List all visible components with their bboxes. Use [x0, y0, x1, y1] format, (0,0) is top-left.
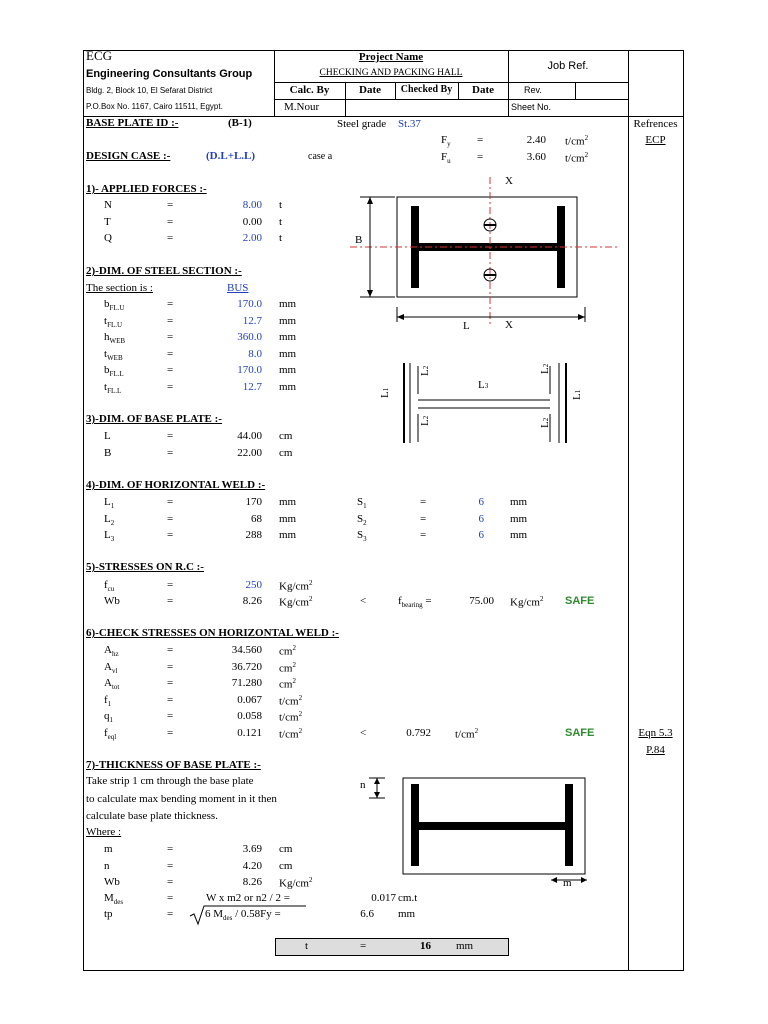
row-symbol: $L_3$ [104, 529, 115, 544]
row-unit: mm [279, 331, 297, 343]
row-symbol: $t_{WEB}$ [104, 347, 123, 362]
row-unit: mm [279, 298, 297, 310]
row-value: 34.560 [231, 644, 262, 656]
row-unit: $cm^2$ [279, 644, 296, 658]
row-symbol: L [104, 430, 111, 442]
weld-size-value: 6 [478, 529, 484, 541]
section-is-label: The section is : [86, 282, 153, 294]
weld-size-unit: mm [510, 529, 528, 541]
eq-sign: = [167, 876, 174, 888]
row-value: 288 [245, 529, 262, 541]
fu-unit: $t/cm^2$ [565, 151, 589, 165]
row-symbol: $A_{tot}$ [104, 677, 120, 692]
row-value: 22.00 [237, 446, 262, 459]
l2-label-bottom-right: L2 [539, 417, 551, 428]
row-symbol: $t_{FL.U}$ [104, 314, 123, 329]
weld-size-unit: mm [510, 512, 528, 525]
eq-sign: = [167, 710, 174, 722]
l3-label: L3 [478, 379, 489, 391]
tp-symbol: tp [104, 908, 113, 920]
row-symbol: $f_1$ [104, 693, 112, 708]
eq-sign: = [167, 430, 174, 442]
row-symbol: Wb [104, 876, 120, 888]
row-unit: $t/cm^2$ [279, 710, 303, 724]
mdes-formula: W x m2 or n2 / 2 = [206, 892, 290, 904]
eq-sign: = [167, 843, 174, 855]
row-value: 8.0 [248, 347, 262, 360]
eq-sign: = [167, 644, 174, 656]
ref-ecp: ECP [645, 134, 666, 146]
row-value: 0.058 [237, 710, 262, 722]
eq-sign: = [167, 892, 174, 904]
date2-label: Date [472, 84, 494, 96]
fu-value: 3.60 [526, 151, 546, 163]
weld-size-value: 6 [478, 496, 484, 508]
eq-sign: = [167, 314, 174, 327]
l2-label-top-right: L2 [539, 363, 551, 374]
row-value: 0.121 [237, 726, 262, 739]
row-symbol: $t_{FL.L}$ [104, 380, 122, 395]
row-symbol: B [104, 446, 112, 459]
weld-size-value: 6 [478, 512, 484, 525]
fcu-symbol: $f_{cu}$ [104, 579, 115, 594]
l1-label-left: L1 [379, 387, 391, 398]
row-unit: cm [279, 859, 293, 872]
eq-sign: = [420, 512, 427, 525]
row-value: 170.0 [237, 364, 262, 376]
where-label: Where : [86, 826, 122, 838]
eq-sign: = [167, 726, 174, 739]
eq-sign: = [167, 529, 174, 541]
row-value: 4.20 [242, 859, 262, 872]
row-unit: t [279, 232, 283, 244]
section6-title: 6)-CHECK STRESSES ON HORIZONTAL WELD :- [86, 627, 339, 639]
row-value: 170.0 [237, 298, 262, 310]
row-value: 3.69 [242, 843, 262, 855]
row-symbol: $b_{FL.L}$ [104, 364, 124, 379]
l2-label-top-left: L2 [419, 365, 431, 376]
row-value: 8.00 [242, 199, 262, 211]
mdes-symbol: $M_{des}$ [104, 892, 124, 907]
mdes-unit: cm.t [398, 892, 418, 904]
row-value: 0.067 [237, 693, 262, 706]
dim-b-label: B [355, 234, 363, 246]
section-type: BUS [227, 282, 249, 294]
lt-sign: < [360, 727, 367, 739]
fbearing-unit: $Kg/cm^2$ [510, 595, 544, 609]
lt-sign: < [360, 595, 367, 607]
fu-symbol: $F_u$ [441, 151, 451, 166]
address-line-1: Bldg. 2, Block 10, El Sefarat District [86, 86, 213, 95]
weld-size-unit: mm [510, 496, 528, 508]
fy-value: 2.40 [526, 134, 546, 146]
row-value: 12.7 [242, 314, 262, 327]
l1-label-right: L1 [571, 389, 583, 400]
company-short: ECG [86, 48, 112, 63]
base-plate-id-label: BASE PLATE ID :- [86, 117, 179, 129]
row-unit: mm [279, 314, 297, 327]
eq-sign: = [477, 151, 484, 163]
tp-formula: 6 $M_{des} / 0.58Fy$ = [205, 908, 281, 923]
references-label: Refrences [633, 118, 678, 130]
strip-text-1: Take strip 1 cm through the base plate [86, 775, 254, 787]
row-value: 0.00 [242, 215, 262, 228]
row-symbol: $L_2$ [104, 512, 115, 527]
row-symbol: T [104, 215, 111, 228]
eq-sign: = [167, 446, 174, 459]
weld-status: SAFE [565, 727, 595, 739]
row-unit: $cm^2$ [279, 660, 296, 675]
row-unit: $t/cm^2$ [279, 693, 303, 708]
row-symbol: $A_{hz}$ [104, 644, 119, 659]
fcu-value: 250 [245, 579, 262, 591]
calc-by-label: Calc. By [289, 84, 330, 96]
eq-sign: = [167, 677, 174, 689]
wb-symbol: Wb [104, 595, 120, 607]
eq-sign: = [167, 380, 174, 393]
row-symbol: $b_{FL.U}$ [104, 298, 125, 313]
row-value: 44.00 [237, 430, 262, 442]
eq-sign: = [167, 347, 174, 360]
axis-x-label-bottom: X [505, 319, 513, 331]
row-unit: cm [279, 843, 293, 855]
wb-unit: $Kg/cm^2$ [279, 595, 313, 609]
section4-title: 4)-DIM. OF HORIZONTAL WELD :- [86, 479, 266, 491]
rev-label: Rev. [524, 85, 542, 95]
row-unit: $Kg/cm^2$ [279, 876, 313, 890]
tp-value: 6.6 [360, 908, 374, 920]
weld-size-symbol: $S_2$ [357, 512, 367, 527]
axis-x-label-top: X [505, 175, 513, 187]
eq-sign: = [477, 134, 484, 146]
section7-title: 7)-THICKNESS OF BASE PLATE :- [86, 759, 261, 771]
eq-sign: = [167, 331, 174, 343]
calc-by-value: M.Nour [284, 101, 320, 113]
row-unit: cm [279, 430, 293, 442]
row-value: 8.26 [242, 876, 262, 888]
row-value: 68 [251, 512, 262, 525]
eq-sign: = [167, 859, 174, 872]
thickness-diagram [355, 772, 595, 892]
l2-label-bottom-left: L2 [419, 415, 431, 426]
fy-symbol: $F_y$ [441, 134, 451, 149]
row-unit: t [279, 199, 283, 211]
row-value: 170 [245, 496, 262, 508]
checked-by-label: Checked By [400, 84, 453, 95]
row-symbol: $L_1$ [104, 496, 115, 511]
eq-sign: = [420, 496, 427, 508]
row-symbol: Q [104, 232, 112, 244]
weld-size-symbol: $S_3$ [357, 529, 367, 544]
row-symbol: $A_{vl}$ [104, 660, 118, 675]
row-unit: mm [279, 496, 297, 508]
bearing-status: SAFE [565, 595, 595, 607]
row-value: 12.7 [242, 380, 262, 393]
row-value: 2.00 [242, 232, 262, 244]
t-symbol: t [305, 940, 309, 952]
fy-unit: $t/cm^2$ [565, 134, 589, 148]
row-unit: t [279, 215, 283, 228]
row-unit: cm [279, 446, 293, 459]
t-value: 16 [420, 940, 431, 952]
steel-grade: St.37 [398, 118, 421, 130]
row-value: 360.0 [237, 331, 262, 343]
strip-text-2: to calculate max bending moment in it then [86, 793, 277, 805]
address-line-2: P.O.Box No. 1167, Cairo 11511, Egypt. [86, 102, 223, 111]
sheet-no-label: Sheet No. [511, 102, 552, 112]
weld-layout-diagram [370, 358, 590, 448]
row-unit: mm [279, 529, 297, 541]
steel-grade-label: Steel grade [337, 118, 387, 130]
tp-unit: mm [398, 908, 416, 920]
project-name: CHECKING AND PACKING HALL [319, 68, 463, 78]
eq-sign: = [167, 298, 174, 310]
strip-text-3: calculate base plate thickness. [86, 810, 218, 822]
eq-sign: = [167, 660, 174, 673]
design-case-label: DESIGN CASE :- [86, 150, 171, 162]
mdes-value: 0.017 [371, 892, 396, 904]
fcu-unit: $Kg/cm^2$ [279, 579, 313, 593]
row-unit: $cm^2$ [279, 677, 296, 691]
job-ref-label: Job Ref. [547, 60, 589, 72]
fbearing-value: 75.00 [469, 595, 494, 607]
eq-sign: = [167, 215, 174, 228]
ref-eqn: Eqn 5.3 [638, 727, 673, 739]
final-thickness-box [275, 938, 509, 956]
eq-sign: = [167, 512, 174, 525]
project-name-label: Project Name [358, 51, 424, 63]
t-unit: mm [456, 940, 474, 952]
dim-l-label: L [463, 320, 470, 332]
row-unit: mm [279, 380, 297, 393]
row-value: 36.720 [231, 660, 262, 673]
section2-title: 2)-DIM. OF STEEL SECTION :- [86, 265, 242, 277]
base-plate-id: (B-1) [228, 117, 252, 129]
row-symbol: $q_1$ [104, 710, 113, 725]
row-symbol: $h_{WEB}$ [104, 331, 126, 346]
date-label: Date [359, 84, 381, 96]
row-unit: mm [279, 364, 297, 376]
section3-title: 3)-DIM. OF BASE PLATE :- [86, 413, 222, 425]
row-value: 71.280 [231, 677, 262, 689]
row-unit: $t/cm^2$ [279, 726, 303, 741]
fbearing-symbol: $f_{bearing}$ = [398, 595, 432, 610]
row-symbol: m [104, 843, 113, 855]
eq-sign: = [167, 364, 174, 376]
row-unit: mm [279, 347, 297, 360]
row-symbol: $f_{eql}$ [104, 726, 117, 741]
eq-sign: = [420, 529, 427, 541]
company-name: Engineering Consultants Group [86, 68, 253, 80]
row-symbol: N [104, 199, 112, 211]
section5-title: 5)-STRESSES ON R.C :- [86, 561, 204, 573]
weld-allow-unit: $t/cm^2$ [455, 727, 479, 741]
weld-size-symbol: $S_1$ [357, 496, 367, 511]
row-symbol: n [104, 859, 110, 872]
eq-sign: = [167, 232, 174, 244]
dim-m-label: m [563, 877, 572, 889]
eq-sign: = [167, 496, 174, 508]
base-plate-diagram [345, 172, 625, 332]
eq-sign: = [167, 199, 174, 211]
ref-page: P.84 [646, 744, 665, 756]
eq-sign: = [360, 940, 367, 952]
wb-value: 8.26 [242, 595, 262, 607]
eq-sign: = [167, 693, 174, 706]
design-case-case: case a [308, 151, 333, 162]
design-case-value: (D.L+L.L) [206, 150, 256, 162]
weld-allow-value: 0.792 [406, 727, 431, 739]
eq-sign: = [167, 908, 174, 920]
row-unit: mm [279, 512, 297, 525]
eq-sign: = [167, 595, 174, 607]
dim-n-label: n [360, 779, 366, 791]
eq-sign: = [167, 579, 174, 591]
section1-title: 1)- APPLIED FORCES :- [86, 183, 207, 195]
